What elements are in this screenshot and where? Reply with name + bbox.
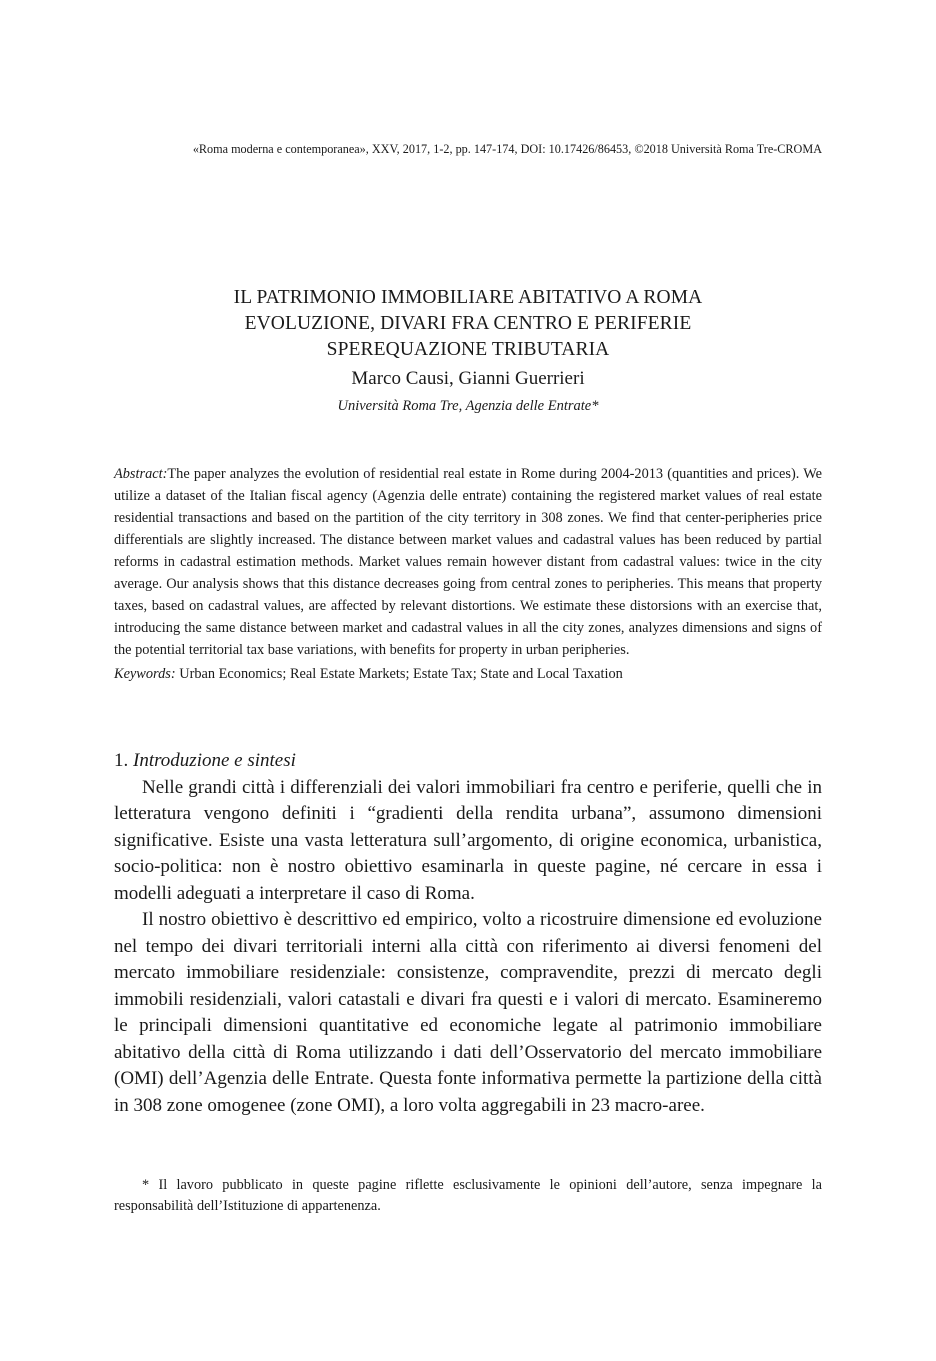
keywords-label: Keywords: [114,666,176,682]
section-title: Introduzione e sintesi [133,750,296,771]
section-heading [114,748,822,775]
body-paragraph-1: Nelle grandi città i differenziali dei valori immobiliari fra centro e periferie, quelli che in letteratura vengono definiti i “gradienti della rendita urbana”, assumono dimensioni significative. Esiste una vasta letteratura sull’argomento, di origine economica, urbanistica, socio-politica: non è nostro obiettivo esaminarla in queste pagine, né cercare in essa i modelli adeguati a interpretare il caso di Roma. [114,776,822,904]
section-number: 1. [114,750,129,771]
abstract-block [114,463,822,685]
keywords-text: Urban Economics; Real Estate Markets; Estate Tax; State and Local Taxation [179,666,623,682]
title-block [114,285,822,416]
abstract [114,463,822,661]
affiliation: Università Roma Tre, Agenzia delle Entrate* [337,398,599,414]
article-title-line-1: IL PATRIMONIO IMMOBILIARE ABITATIVO A ROMA [233,287,703,308]
running-header: «Roma moderna e contemporanea», XXV, 2017, 1-2, pp. 147-174, DOI: 10.17426/86453, ©2018 Università Roma Tre-CROMA [192,142,822,156]
body-paragraph-2: Il nostro obiettivo è descrittivo ed empirico, volto a ricostruire dimensione ed evoluzione nel tempo dei divari territoriali interni alla città con riferimento ai diversi fenomeni del mercato immobiliare residenziale: consistenze, compravendite, prezzi di mercato degli immobili residenziali, valori catastali e divari fra questi e i valori di mercato. Esamineremo le principali dimensioni quantitative ed economiche legate al patrimonio immobiliare abitativo della città di Roma utilizzando i dati dell’Osservatorio del mercato immobiliare (OMI) dell’Agenzia delle Entrate. Questa fonte informativa permette la partizione della città in 308 zone omogenee (zone OMI), a loro volta aggregabili in 23 macro-aree. [114,909,822,1116]
abstract-label: Abstract: [114,466,168,482]
footnote: * Il lavoro pubblicato in queste pagine riflette esclusivamente le opinioni dell’autore, senza impegnare la responsabilità dell’Istituzione di appartenenza. [114,1177,822,1214]
article-title-line-3: SPEREQUAZIONE TRIBUTARIA [326,339,610,360]
abstract-text: The paper analyzes the evolution of residential real estate in Rome during 2004-2013 (quantities and prices). We utilize a dataset of the Italian fiscal agency (Agenzia delle entrate) containing the registered market values of real estate residential transactions and based on the partition of the city territory in 308 zones. We find that center-peripheries price differentials are slightly increased. The distance between market values and cadastral values has been reduced by partial reforms in cadastral estimation methods. Market values remain however distant from cadastral values: twice in the city average. Our analysis shows that this distance decreases going from central zones to peripheries. This means that property taxes, based on cadastral values, are affected by relevant distortions. We estimate these distorsions with an exercise that, introducing the same distance between market and cadastral values in all the city zones, analyzes dimensions and signs of the potential territorial tax base variations, with benefits for property in urban peripheries. [114,466,822,658]
authors: Marco Causi, Gianni Guerrieri [351,368,585,389]
section-introduction [114,748,822,1119]
article-title-line-2: EVOLUZIONE, DIVARI FRA CENTRO E PERIFERIE [244,313,692,334]
keywords [114,663,822,685]
